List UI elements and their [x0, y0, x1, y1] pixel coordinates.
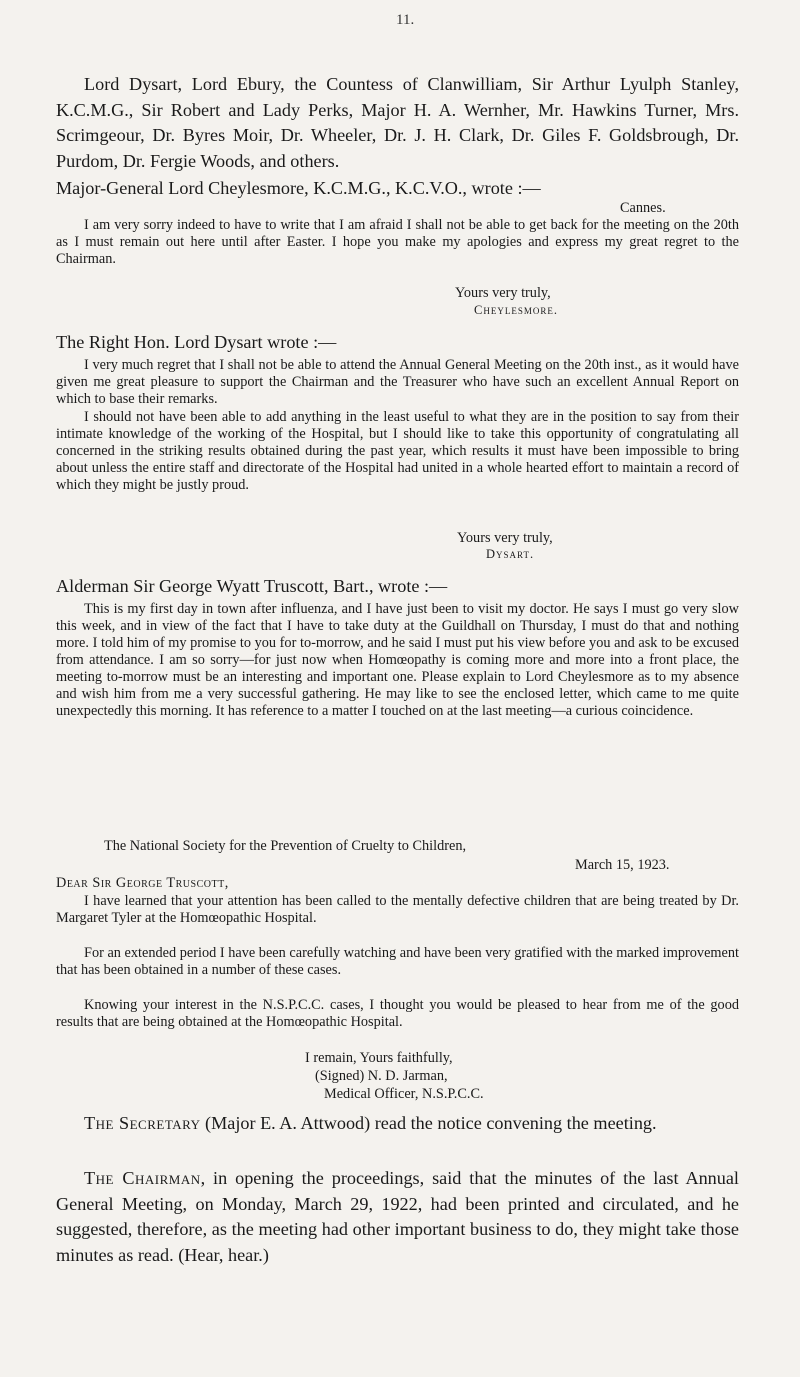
- nspcc-letter-para3: Knowing your interest in the N.S.P.C.C. cases, I thought you would be pleased to hear from me of the good results that are being obtained at the Homœopathic Hospital.: [56, 997, 739, 1030]
- cheylesmore-signature: Cheylesmore.: [474, 303, 558, 317]
- secretary-role: The Secretary: [84, 1113, 201, 1133]
- secretary-text: (Major E. A. Attwood) read the notice convening the meeting.: [200, 1113, 657, 1133]
- nspcc-org-heading: The National Society for the Prevention of Cruelty to Children,: [104, 838, 467, 854]
- attendees-paragraph: Lord Dysart, Lord Ebury, the Countess of Clanwilliam, Sir Arthur Lyulph Stanley, K.C.M.G., Sir Robert and Lady Perks, Major H. A. Wernher, Mr. Hawkins Turner, Mrs. Scrimgeour, Dr. Byres Moir, Dr. Wheeler, Dr. J. H. Clark, Dr. Giles F. Goldsbrough, Dr. Purdom, Dr. Fergie Woods, and others.: [56, 74, 739, 171]
- chairman-role: The Chairman: [84, 1168, 201, 1188]
- cheylesmore-closing: Yours very truly,: [455, 285, 551, 301]
- truscott-intro: Alderman Sir George Wyatt Truscott, Bart., wrote :—: [56, 576, 448, 596]
- nspcc-salutation: Dear Sir George Truscott,: [56, 875, 229, 891]
- nspcc-signed: (Signed) N. D. Jarman,: [315, 1068, 448, 1084]
- truscott-letter-body: This is my first day in town after influenza, and I have just been to visit my doctor. He says I must go very slow this week, and in view of the fact that I have to take duty at the Guildhall on Thursday, I must do that and nothing more. I told him of my promise to you for to-morrow, and he said I must put his view before you and ask to be excused from attendance. I am so sorry—for just now when Homœopathy is coming more and more into a front place, the meeting to-morrow must be an interesting and important one. Please explain to Lord Cheylesmore as to my absence and wish him from me a very successful gathering. He may like to see the enclosed letter, which came to me quite unexpectedly this morning. It has reference to a matter I touched on at the last meeting—a curious coincidence.: [56, 601, 739, 719]
- nspcc-date: March 15, 1923.: [575, 857, 670, 873]
- cheylesmore-intro: Major-General Lord Cheylesmore, K.C.M.G., K.C.V.O., wrote :—: [56, 178, 541, 198]
- dysart-intro: The Right Hon. Lord Dysart wrote :—: [56, 332, 337, 352]
- dysart-letter-para2: I should not have been able to add anything in the least useful to what they are in the position to say from their intimate knowledge of the working of the Hospital, but I should like to take this opportunity of congratulating all concerned in the striking results obtained during the past year, which results it must have been impossible to bring about unless the entire staff and directorate of the Hospital had united in a whole hearted effort to maintain a record of which they might be justly proud.: [56, 409, 739, 493]
- chairman-paragraph: [56, 1166, 739, 1268]
- nspcc-letter-para1: I have learned that your attention has been called to the mentally defective children that are being treated by Dr. Margaret Tyler at the Homœopathic Hospital.: [56, 893, 739, 926]
- dysart-letter-para1: I very much regret that I shall not be able to attend the Annual General Meeting on the 20th inst., as it would have given me great pleasure to support the Chairman and the Treasurer who have such an excellent Annual Report on which to base their remarks.: [56, 357, 739, 407]
- nspcc-letter-para2: For an extended period I have been carefully watching and have been very gratified with the marked improvement that has been obtained in a number of these cases.: [56, 945, 739, 978]
- nspcc-closing: I remain, Yours faithfully,: [305, 1050, 453, 1066]
- chairman-text: , in opening the proceedings, said that the minutes of the last Annual General Meeting, on Monday, March 29, 1922, had been printed and circulated, and he suggested, therefore, as the meeting had other important business to do, they might take those minutes as read. (Hear, hear.): [56, 1168, 739, 1265]
- page-number: 11.: [396, 12, 415, 28]
- nspcc-signatory-title: Medical Officer, N.S.P.C.C.: [324, 1086, 484, 1102]
- cheylesmore-place: Cannes.: [620, 200, 666, 216]
- cheylesmore-letter-body: I am very sorry indeed to have to write that I am afraid I shall not be able to get back for the meeting on the 20th as I must remain out here until after Easter. I hope you make my apologies and express my great regret to the Chairman.: [56, 217, 739, 267]
- dysart-closing: Yours very truly,: [457, 530, 553, 546]
- dysart-signature: Dysart.: [486, 547, 535, 561]
- secretary-paragraph: [56, 1111, 739, 1137]
